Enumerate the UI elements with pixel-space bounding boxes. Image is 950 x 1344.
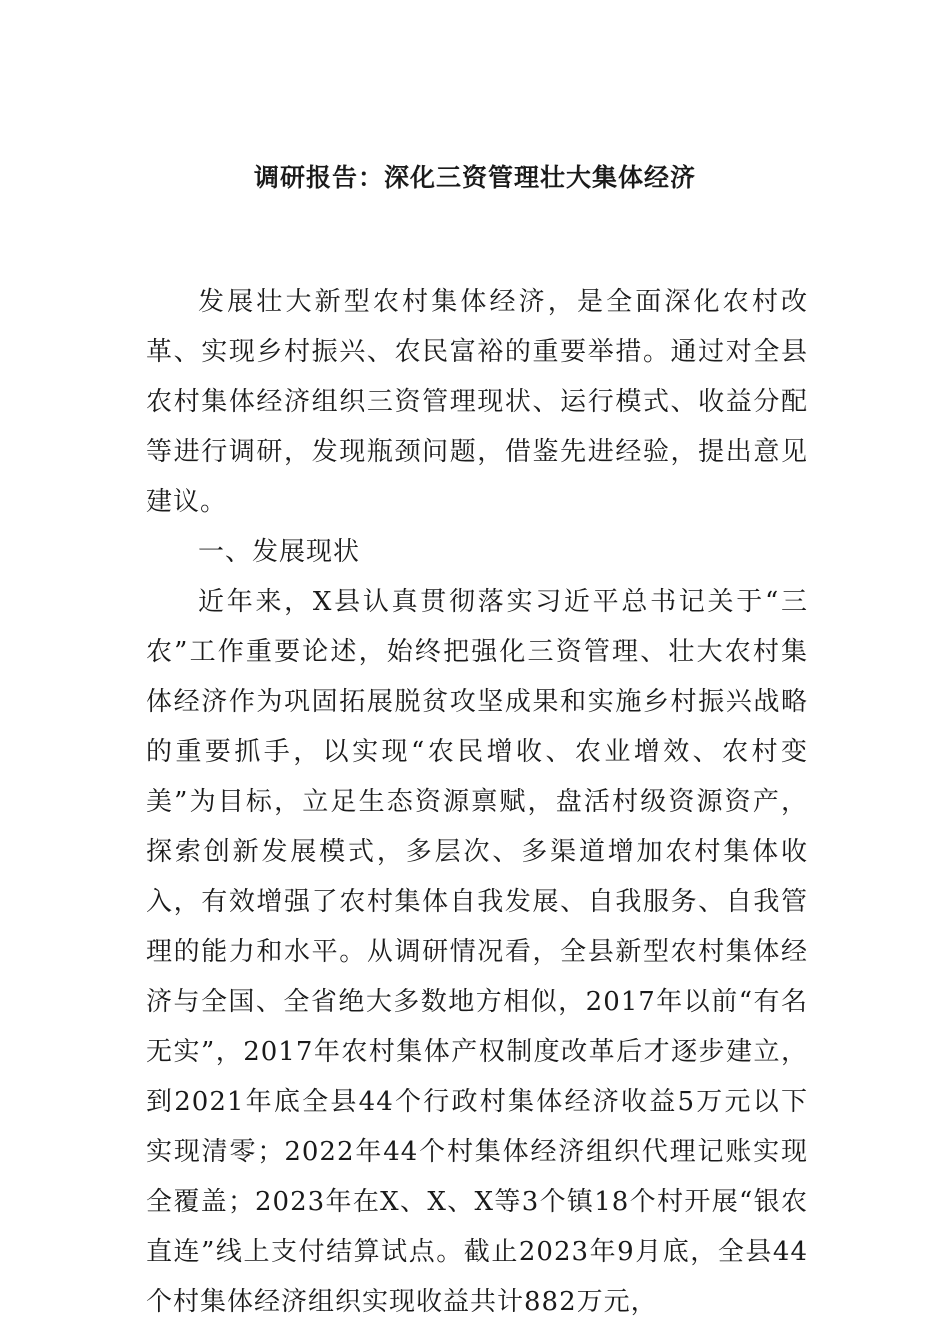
document-body — [146, 277, 808, 1327]
paragraph-intro: 发展壮大新型农村集体经济，是全面深化农村改革、实现乡村振兴、农民富裕的重要举措。通过对全县农村集体经济组织三资管理现状、运行模式、收益分配等进行调研，发现瓶颈问题，借鉴先进经验，提出意见建议。 — [146, 287, 808, 517]
section-heading: 一、发展现状 — [198, 537, 361, 567]
document-title: 调研报告：深化三资管理壮大集体经济 — [253, 163, 696, 192]
paragraph-status: 近年来，X县认真贯彻落实习近平总书记关于“三农”工作重要论述，始终把强化三资管理、壮大农村集体经济作为巩固拓展脱贫攻坚成果和实施乡村振兴战略的重要抓手，以实现“农民增收、农业增效、农村变美”为目标，立足生态资源禀赋，盘活村级资源资产，探索创新发展模式，多层次、多渠道增加农村集体收入，有效增强了农村集体自我发展、自我服务、自我管理的能力和水平。从调研情况看，全县新型农村集体经济与全国、全省绝大多数地方相似，2017年以前“有名无实”，2017年农村集体产权制度改革后才逐步建立，到2021年底全县44个行政村集体经济收益5万元以下实现清零；2022年44个村集体经济组织代理记账实现全覆盖；2023年在X、X、X等3个镇18个村开展“银农直连”线上支付结算试点。截止2023年9月底，全县44个村集体经济组织实现收益共计882万元， — [146, 587, 808, 1317]
